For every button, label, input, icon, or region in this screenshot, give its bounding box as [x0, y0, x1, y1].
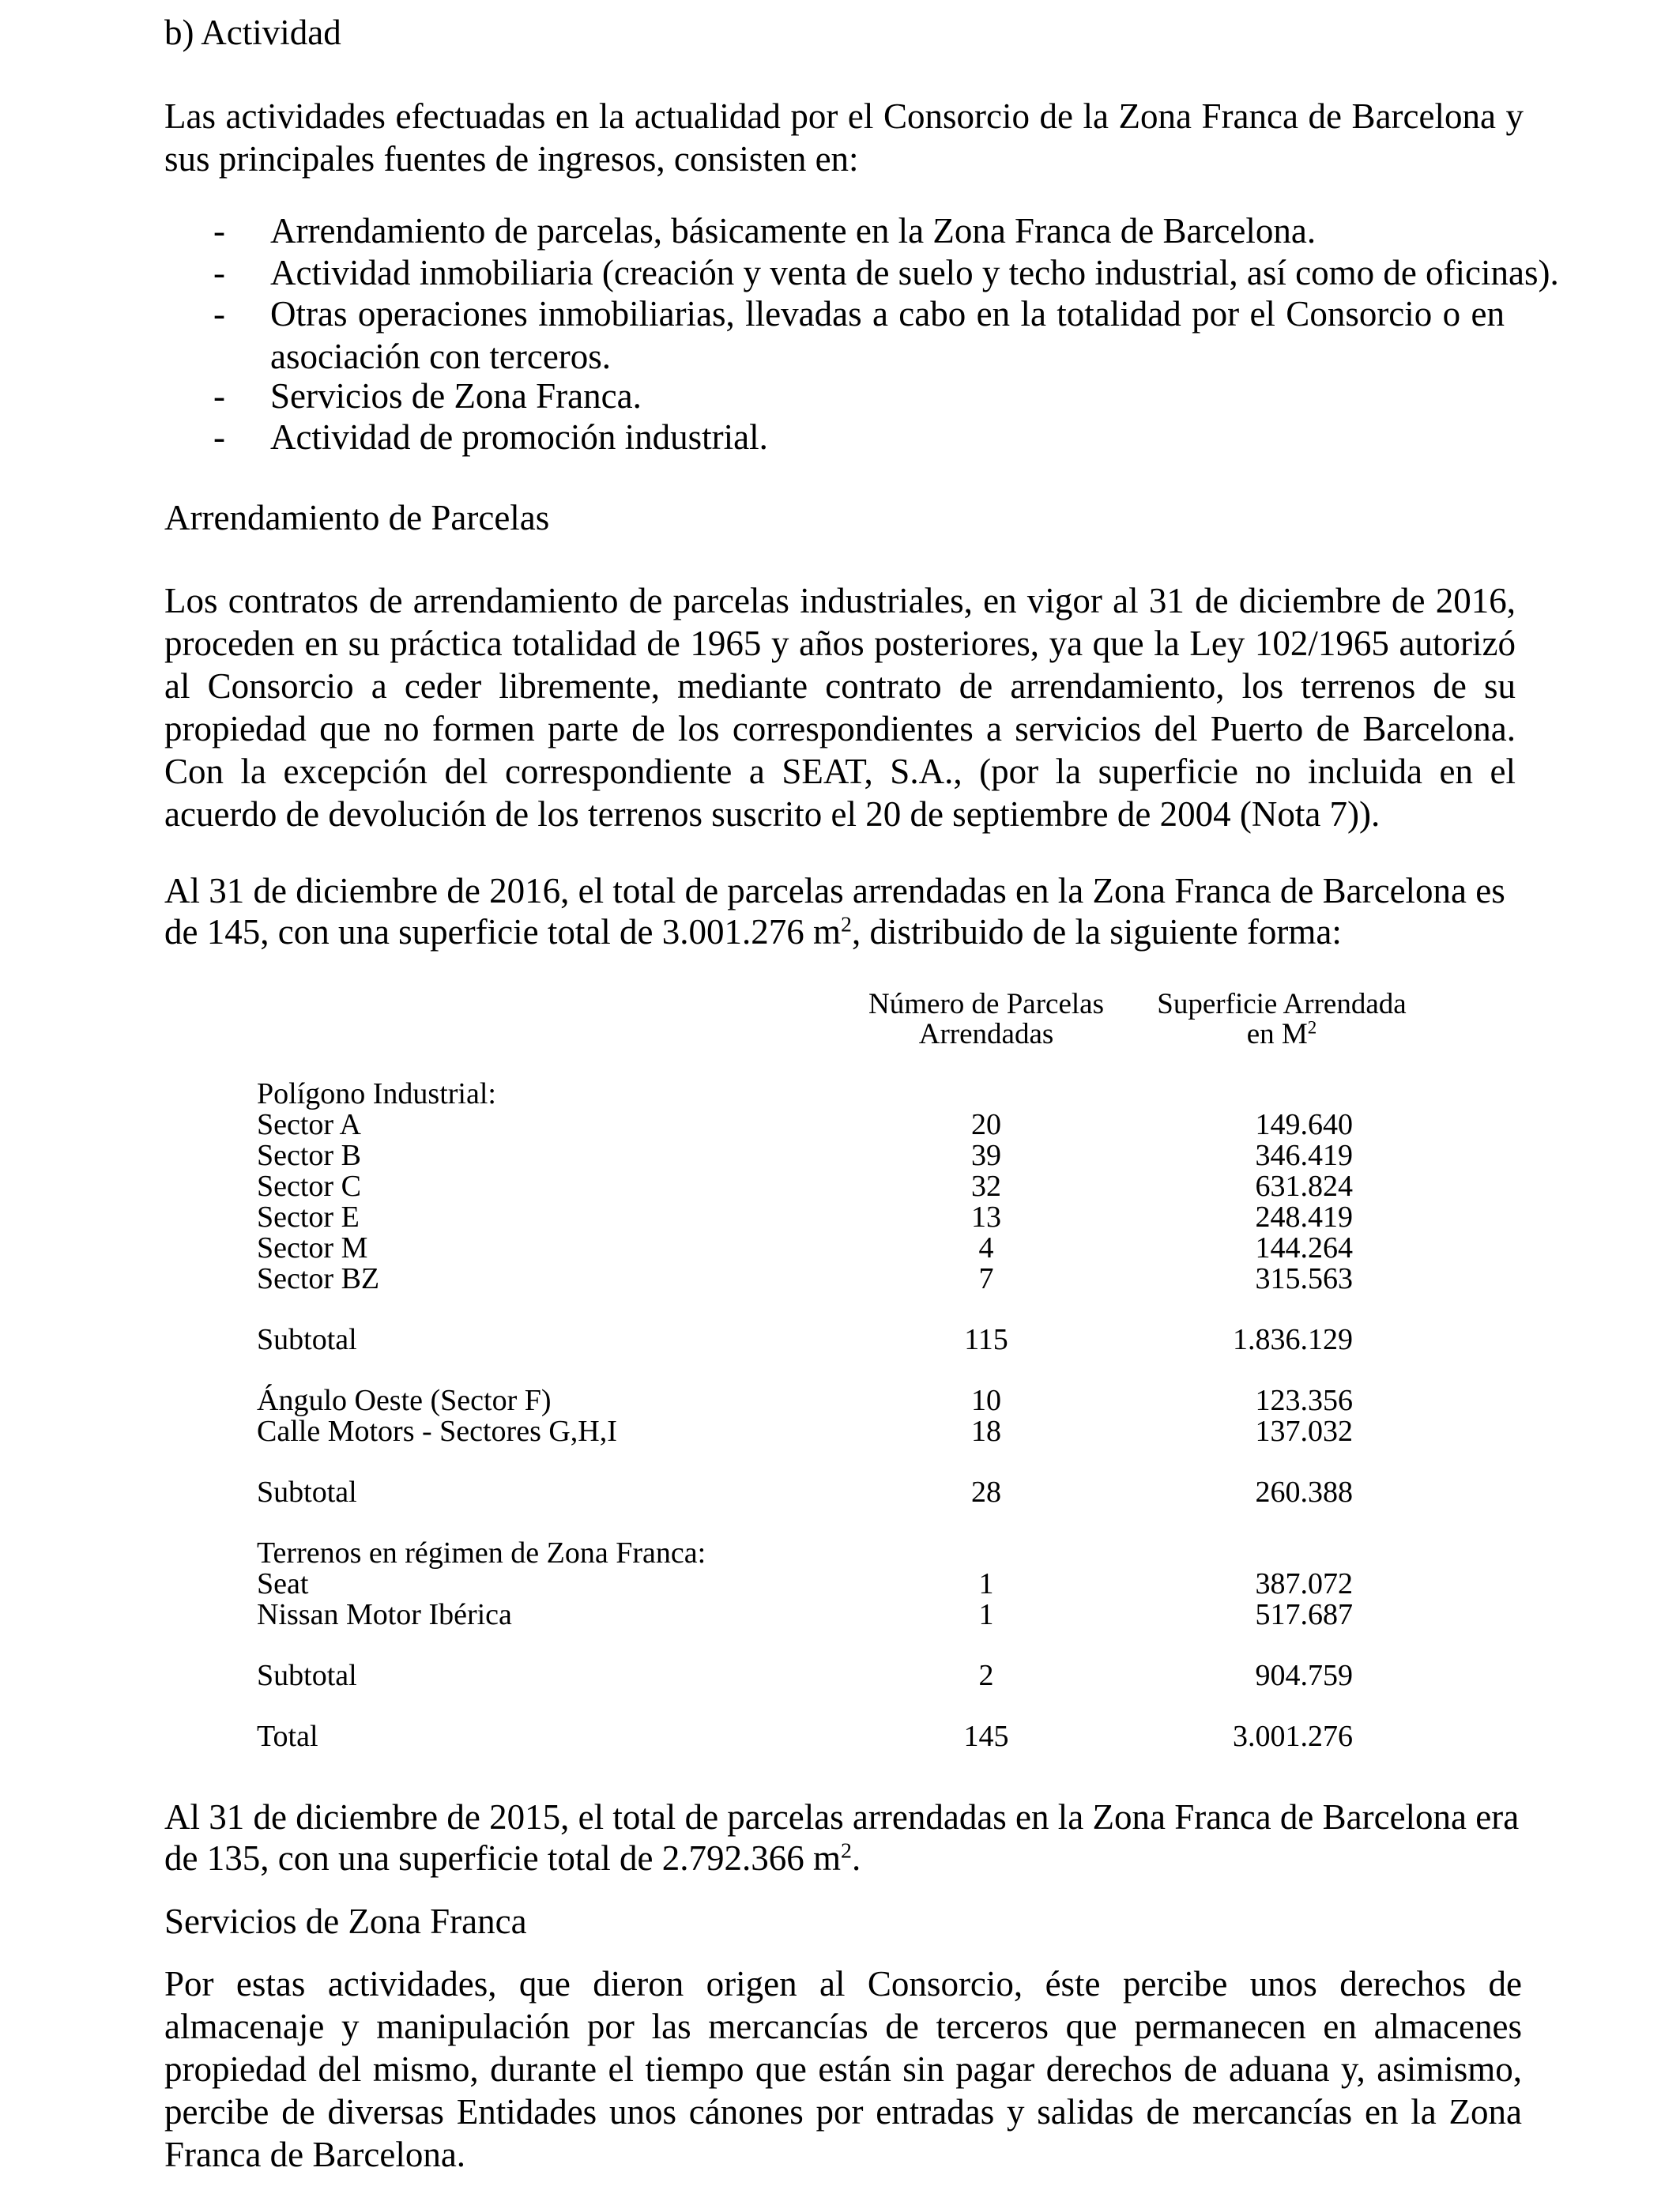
row-label: Ángulo Oeste (Sector F) [257, 1384, 552, 1417]
row-area: 137.032 [1255, 1415, 1353, 1448]
row-area: 248.419 [1255, 1201, 1353, 1234]
group-label-poligono: Polígono Industrial: [257, 1077, 496, 1110]
summary-2015-line2: de 135, con una superficie total de 2.792.366 $m^2$. [164, 1838, 861, 1878]
row-label: Seat [257, 1567, 309, 1600]
col-parcels-header: Número de Parcelas Arrendadas [868, 988, 1104, 1050]
subtotal-area: 260.388 [1255, 1476, 1353, 1509]
row-label: Sector E [257, 1201, 360, 1234]
row-label: Sector BZ [257, 1262, 380, 1295]
row-parcels: 13 [971, 1201, 1001, 1234]
row-area: 123.356 [1255, 1384, 1353, 1417]
subtotal-label: Subtotal [257, 1323, 357, 1356]
row-label: Sector A [257, 1108, 361, 1141]
activity-bullet: - [213, 376, 225, 416]
row-area: 149.640 [1255, 1108, 1353, 1141]
row-area: 144.264 [1255, 1231, 1353, 1265]
intro-paragraph: Las actividades efectuadas en la actualidad por el Consorcio de la Zona Franca de Barcelona y sus principales fuentes de ingresos, consisten en: [164, 96, 1524, 179]
services-heading: Servicios de Zona Franca [164, 1902, 527, 1941]
activity-item: Actividad inmobiliaria (creación y venta de suelo y techo industrial, así como de oficinas). [270, 253, 1559, 292]
activity-bullet: - [213, 417, 225, 457]
subtotal-label: Subtotal [257, 1659, 357, 1692]
activity-bullet: - [213, 294, 225, 334]
row-label: Calle Motors - Sectores G,H,I [257, 1415, 617, 1448]
subtotal-area: 1.836.129 [1233, 1323, 1353, 1356]
total-label: Total [257, 1720, 318, 1753]
leasing-heading: Arrendamiento de Parcelas [164, 498, 550, 537]
row-parcels: 32 [971, 1170, 1001, 1203]
row-label: Nissan Motor Ibérica [257, 1598, 512, 1631]
subtotal-parcels: 115 [964, 1323, 1008, 1356]
subtotal-area: 904.759 [1255, 1659, 1353, 1692]
activity-item: Servicios de Zona Franca. [270, 376, 642, 416]
summary-2016-line2: de 145, con una superficie total de 3.001.276 $m^2$, distribuido de la siguiente forma: [164, 912, 1342, 952]
total-area: 3.001.276 [1233, 1720, 1353, 1753]
leasing-paragraph: Los contratos de arrendamiento de parcelas industriales, en vigor al 31 de diciembre de 2016, proceden en su práctica totalidad de 1965 y años posteriores, ya que la Ley 102/1965 autorizó al Consorcio a ceder libremente, mediante contrato de arrendamiento, los terrenos de su propiedad que no formen parte de los correspondientes a servicios del Puerto de Barcelona. Con la excepción del correspondiente a SEAT, S.A., (por la superficie no incluida en el acuerdo de devolución de los terrenos suscrito el 20 de septiembre de 2004 (Nota 7)). [164, 581, 1516, 834]
activity-bullet: - [213, 253, 225, 292]
row-area: 631.824 [1255, 1170, 1353, 1203]
services-paragraph: Por estas actividades, que dieron origen al Consorcio, éste percibe unos derechos de almacenaje y manipulación por las mercancías de terceros que permanecen en almacenes propiedad del mismo, durante el tiempo que están sin pagar derechos de aduana y, asimismo, percibe de diversas Entidades unos cánones por entradas y salidas de mercancías en la Zona Franca de Barcelona. [164, 1964, 1522, 2174]
row-parcels: 4 [978, 1231, 994, 1265]
summary-2016-line1: Al 31 de diciembre de 2016, el total de parcelas arrendadas en la Zona Franca de Barcelona es [164, 871, 1505, 910]
subtotal-label: Subtotal [257, 1476, 357, 1509]
activity-item: Actividad de promoción industrial. [270, 417, 768, 457]
row-parcels: 18 [971, 1415, 1001, 1448]
group-label-zona-franca: Terrenos en régimen de Zona Franca: [257, 1536, 706, 1570]
col-area-header: Superficie Arrendada en $M^2$ [1157, 988, 1407, 1050]
row-area: 387.072 [1255, 1567, 1353, 1600]
row-parcels: 7 [978, 1262, 994, 1295]
row-parcels: 1 [978, 1598, 994, 1631]
row-label: Sector B [257, 1139, 361, 1172]
subtotal-parcels: 2 [978, 1659, 994, 1692]
row-area: 346.419 [1255, 1139, 1353, 1172]
row-parcels: 20 [971, 1108, 1001, 1141]
row-area: 517.687 [1255, 1598, 1353, 1631]
row-area: 315.563 [1255, 1262, 1353, 1295]
total-parcels: 145 [963, 1720, 1009, 1753]
activity-item: Otras operaciones inmobiliarias, llevadas a cabo en la totalidad por el Consorcio o en asociación con terceros. [270, 294, 1505, 376]
row-parcels: 10 [971, 1384, 1001, 1417]
activity-item: Arrendamiento de parcelas, básicamente en la Zona Franca de Barcelona. [270, 211, 1317, 251]
row-label: Sector M [257, 1231, 368, 1265]
section-heading: b) Actividad [164, 13, 341, 52]
activity-bullet: - [213, 211, 225, 251]
summary-2015-line1: Al 31 de diciembre de 2015, el total de parcelas arrendadas en la Zona Franca de Barcelona era [164, 1797, 1520, 1837]
row-label: Sector C [257, 1170, 361, 1203]
row-parcels: 1 [978, 1567, 994, 1600]
row-parcels: 39 [971, 1139, 1001, 1172]
subtotal-parcels: 28 [971, 1476, 1001, 1509]
